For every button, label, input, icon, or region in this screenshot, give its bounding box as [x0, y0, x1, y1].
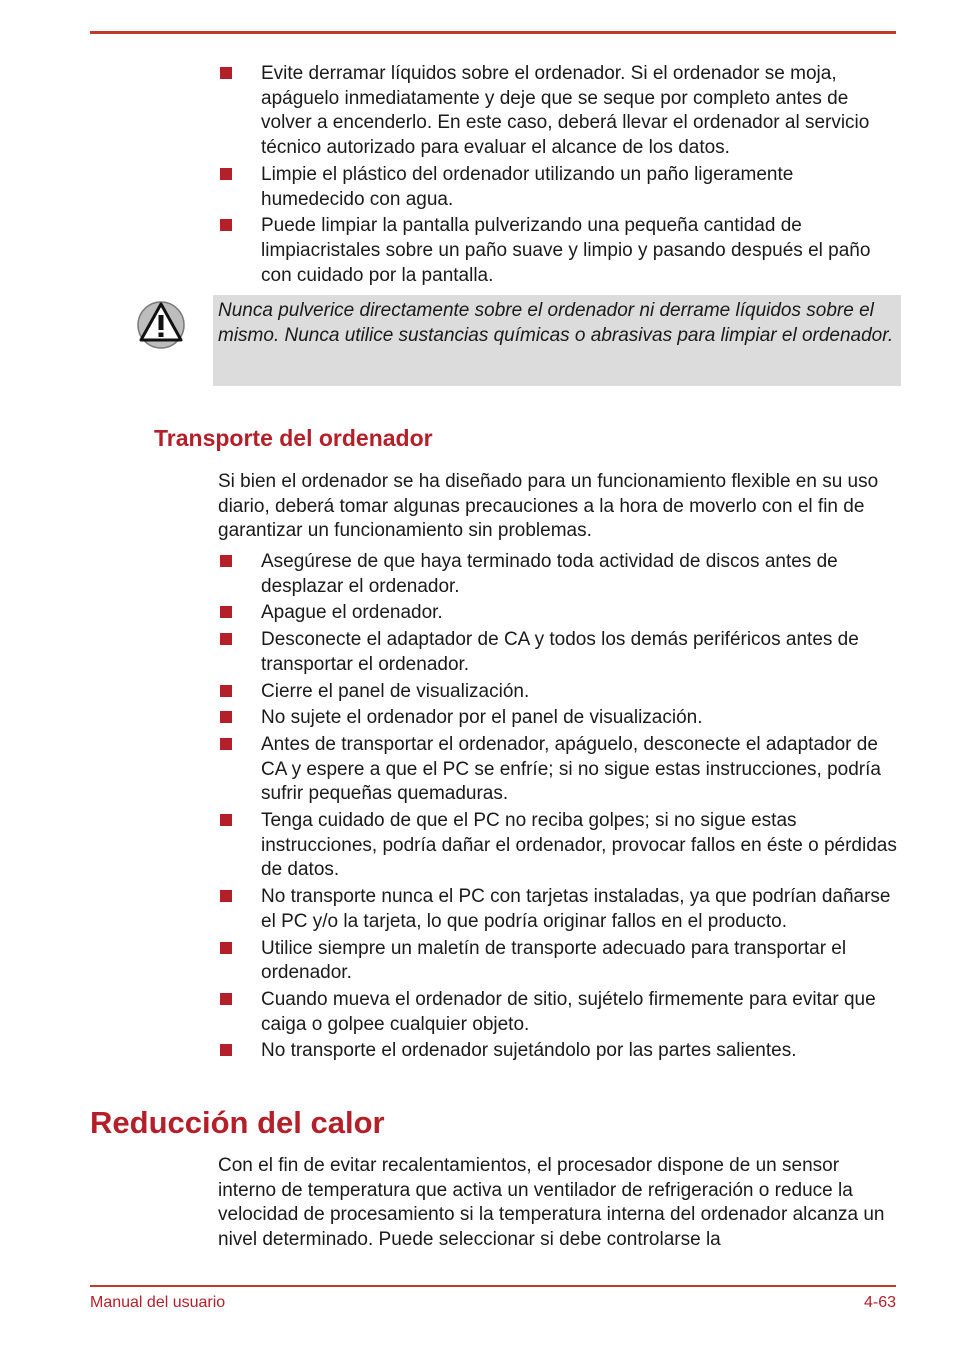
list-item: Puede limpiar la pantalla pulverizando una pequeña cantidad de limpiacristales sobre un paño suave y limpio y pasando después el paño con cuidado por la pantalla. — [218, 214, 898, 288]
header-rule — [90, 31, 896, 34]
list-item: Cierre el panel de visualización. — [218, 680, 898, 705]
bullet-square-icon — [220, 67, 232, 79]
list-item: Cuando mueva el ordenador de sitio, sujételo firmemente para evitar que caiga o golpee cualquier objeto. — [218, 988, 898, 1037]
footer-rule — [90, 1285, 896, 1287]
warning-note — [213, 295, 901, 386]
bullet-square-icon — [220, 633, 232, 645]
section-heading-transport: Transporte del ordenador — [154, 425, 433, 451]
list-item: No transporte nunca el PC con tarjetas instaladas, ya que podrían dañarse el PC y/o la tarjeta, lo que podría originar fallos en el producto. — [218, 885, 898, 934]
list-item: Apague el ordenador. — [218, 601, 898, 626]
transport-list — [218, 550, 898, 1066]
list-item: Antes de transportar el ordenador, apáguelo, desconecte el adaptador de CA y espere a que el PC se enfríe; si no sigue estas instrucciones, podría sufrir pequeñas quemaduras. — [218, 733, 898, 807]
list-item: Tenga cuidado de que el PC no reciba golpes; si no sigue estas instrucciones, podría dañar el ordenador, provocar fallos en éste o pérdidas de datos. — [218, 809, 898, 883]
bullet-square-icon — [220, 555, 232, 567]
footer-manual-title: Manual del usuario — [90, 1294, 226, 1311]
bullet-square-icon — [220, 685, 232, 697]
list-item: No transporte el ordenador sujetándolo por las partes salientes. — [218, 1039, 898, 1064]
bullet-square-icon — [220, 993, 232, 1005]
heat-intro: Con el fin de evitar recalentamientos, el procesador dispone de un sensor interno de temperatura que activa un ventilador de refrigeración o reduce la velocidad de procesamiento si la temperatura interna del ordenador alcanza un nivel determinado. Puede seleccionar si debe controlarse la — [218, 1155, 885, 1250]
cleaning-list — [218, 62, 898, 290]
list-item: Desconecte el adaptador de CA y todos los demás periféricos antes de transportar el ordenador. — [218, 628, 898, 677]
bullet-square-icon — [220, 942, 232, 954]
list-item: Asegúrese de que haya terminado toda actividad de discos antes de desplazar el ordenador. — [218, 550, 898, 599]
bullet-square-icon — [220, 890, 232, 902]
section-heading-heat: Reducción del calor — [90, 1105, 385, 1140]
list-item: Limpie el plástico del ordenador utilizando un paño ligeramente humedecido con agua. — [218, 163, 898, 212]
footer-page-number: 4-63 — [863, 1294, 896, 1311]
warning-note-text: Nunca pulverice directamente sobre el ordenador ni derrame líquidos sobre el mismo. Nunca utilice sustancias químicas o abrasivas para limpiar el ordenador. — [218, 300, 894, 346]
bullet-square-icon — [220, 606, 232, 618]
list-item: Utilice siempre un maletín de transporte adecuado para transportar el ordenador. — [218, 937, 898, 986]
list-item: No sujete el ordenador por el panel de visualización. — [218, 706, 898, 731]
bullet-square-icon — [220, 1044, 232, 1056]
list-item: Evite derramar líquidos sobre el ordenador. Si el ordenador se moja, apáguelo inmediatamente y deje que se seque por completo antes de volver a encenderlo. En este caso, deberá llevar el ordenador al servicio técnico autorizado para evaluar el alcance de los datos. — [218, 62, 898, 161]
bullet-square-icon — [220, 814, 232, 826]
bullet-square-icon — [220, 219, 232, 231]
warning-triangle-icon — [136, 298, 186, 350]
bullet-square-icon — [220, 711, 232, 723]
bullet-square-icon — [220, 168, 232, 180]
bullet-square-icon — [220, 738, 232, 750]
transport-intro: Si bien el ordenador se ha diseñado para un funcionamiento flexible en su uso diario, deberá tomar algunas precauciones a la hora de moverlo con el fin de garantizar un funcionamiento sin problemas. — [218, 471, 879, 541]
